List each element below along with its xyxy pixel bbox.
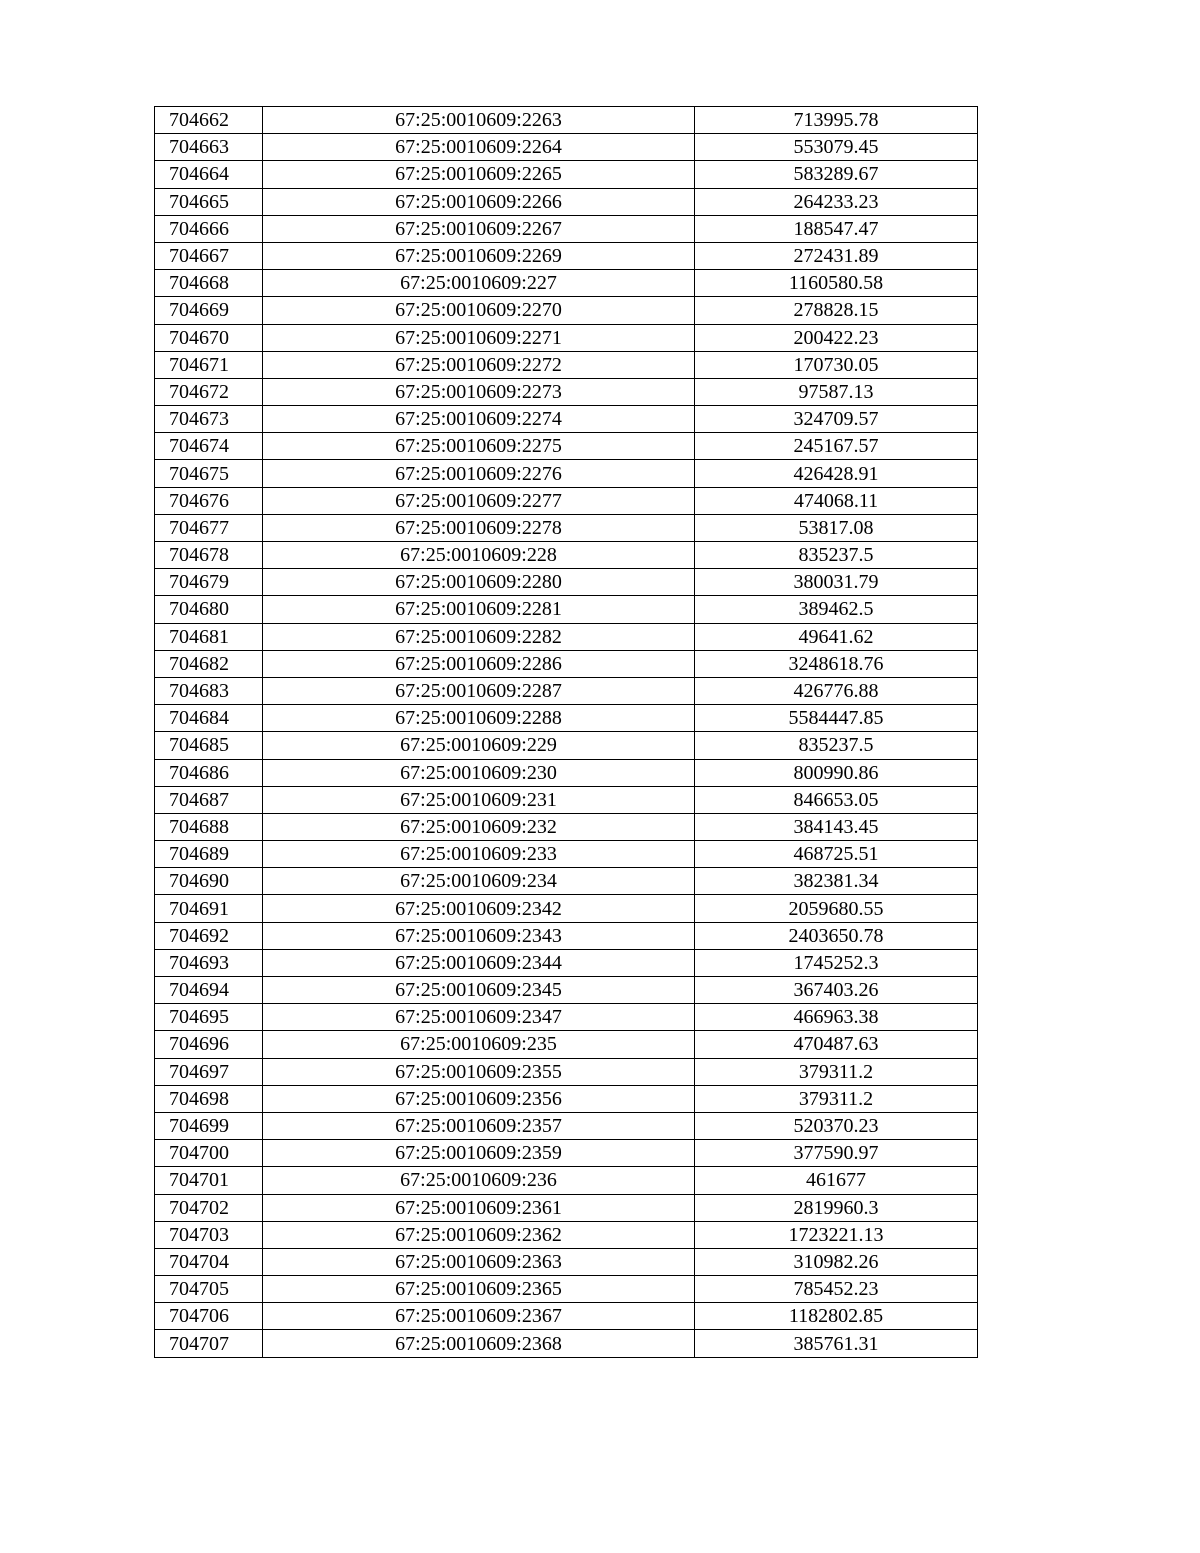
row-number-cell: 704697 <box>155 1058 263 1085</box>
row-number-cell: 704704 <box>155 1248 263 1275</box>
row-number-cell: 704692 <box>155 922 263 949</box>
cadastral-number-cell: 67:25:0010609:227 <box>263 270 695 297</box>
row-number-cell: 704668 <box>155 270 263 297</box>
row-number-cell: 704688 <box>155 813 263 840</box>
cadastral-value-cell: 310982.26 <box>695 1248 978 1275</box>
table-row <box>155 1085 978 1112</box>
cadastral-value-cell: 3248618.76 <box>695 650 978 677</box>
row-number-cell: 704690 <box>155 868 263 895</box>
row-number-cell: 704696 <box>155 1031 263 1058</box>
cadastral-number-cell: 67:25:0010609:231 <box>263 786 695 813</box>
cadastral-value-cell: 379311.2 <box>695 1085 978 1112</box>
cadastral-number-cell: 67:25:0010609:2264 <box>263 134 695 161</box>
row-number-cell: 704698 <box>155 1085 263 1112</box>
row-number-cell: 704669 <box>155 297 263 324</box>
row-number-cell: 704693 <box>155 949 263 976</box>
cadastral-number-cell: 67:25:0010609:2342 <box>263 895 695 922</box>
cadastral-value-cell: 474068.11 <box>695 487 978 514</box>
table-row <box>155 1031 978 1058</box>
cadastral-value-cell: 97587.13 <box>695 378 978 405</box>
row-number-cell: 704675 <box>155 460 263 487</box>
cadastral-number-cell: 67:25:0010609:2362 <box>263 1221 695 1248</box>
row-number-cell: 704678 <box>155 542 263 569</box>
table-row <box>155 134 978 161</box>
cadastral-number-cell: 67:25:0010609:2356 <box>263 1085 695 1112</box>
cadastral-number-cell: 67:25:0010609:2266 <box>263 188 695 215</box>
row-number-cell: 704680 <box>155 596 263 623</box>
cadastral-value-cell: 367403.26 <box>695 977 978 1004</box>
cadastral-value-cell: 553079.45 <box>695 134 978 161</box>
row-number-cell: 704686 <box>155 759 263 786</box>
table-row <box>155 1004 978 1031</box>
cadastral-value-cell: 1745252.3 <box>695 949 978 976</box>
table-row <box>155 188 978 215</box>
row-number-cell: 704684 <box>155 705 263 732</box>
cadastral-number-cell: 67:25:0010609:2288 <box>263 705 695 732</box>
row-number-cell: 704699 <box>155 1112 263 1139</box>
table-row <box>155 161 978 188</box>
cadastral-number-cell: 67:25:0010609:2343 <box>263 922 695 949</box>
cadastral-value-cell: 426776.88 <box>695 677 978 704</box>
row-number-cell: 704706 <box>155 1303 263 1330</box>
row-number-cell: 704667 <box>155 242 263 269</box>
row-number-cell: 704676 <box>155 487 263 514</box>
cadastral-number-cell: 67:25:0010609:2274 <box>263 406 695 433</box>
cadastral-value-cell: 278828.15 <box>695 297 978 324</box>
table-row <box>155 759 978 786</box>
table-row <box>155 1221 978 1248</box>
cadastral-value-cell: 188547.47 <box>695 215 978 242</box>
cadastral-value-cell: 785452.23 <box>695 1276 978 1303</box>
row-number-cell: 704664 <box>155 161 263 188</box>
row-number-cell: 704700 <box>155 1140 263 1167</box>
cadastral-number-cell: 67:25:0010609:232 <box>263 813 695 840</box>
table-row <box>155 215 978 242</box>
cadastral-number-cell: 67:25:0010609:230 <box>263 759 695 786</box>
table-row <box>155 977 978 1004</box>
cadastral-value-cell: 583289.67 <box>695 161 978 188</box>
row-number-cell: 704663 <box>155 134 263 161</box>
table-row <box>155 242 978 269</box>
table-row <box>155 569 978 596</box>
cadastral-number-cell: 67:25:0010609:2368 <box>263 1330 695 1357</box>
row-number-cell: 704665 <box>155 188 263 215</box>
row-number-cell: 704682 <box>155 650 263 677</box>
row-number-cell: 704670 <box>155 324 263 351</box>
cadastral-number-cell: 67:25:0010609:233 <box>263 841 695 868</box>
cadastral-number-cell: 67:25:0010609:2361 <box>263 1194 695 1221</box>
cadastral-number-cell: 67:25:0010609:2273 <box>263 378 695 405</box>
cadastral-number-cell: 67:25:0010609:2275 <box>263 433 695 460</box>
table-body <box>155 107 978 1358</box>
cadastral-number-cell: 67:25:0010609:2287 <box>263 677 695 704</box>
row-number-cell: 704701 <box>155 1167 263 1194</box>
cadastral-value-cell: 466963.38 <box>695 1004 978 1031</box>
table-row <box>155 1167 978 1194</box>
cadastral-value-cell: 382381.34 <box>695 868 978 895</box>
cadastral-value-cell: 461677 <box>695 1167 978 1194</box>
cadastral-number-cell: 67:25:0010609:236 <box>263 1167 695 1194</box>
cadastral-number-cell: 67:25:0010609:234 <box>263 868 695 895</box>
table-row <box>155 1140 978 1167</box>
cadastral-value-cell: 1182802.85 <box>695 1303 978 1330</box>
table-row <box>155 895 978 922</box>
table-row <box>155 487 978 514</box>
cadastral-number-cell: 67:25:0010609:2272 <box>263 351 695 378</box>
cadastral-number-cell: 67:25:0010609:228 <box>263 542 695 569</box>
cadastral-value-cell: 264233.23 <box>695 188 978 215</box>
cadastral-number-cell: 67:25:0010609:2286 <box>263 650 695 677</box>
table-row <box>155 868 978 895</box>
cadastral-value-cell: 384143.45 <box>695 813 978 840</box>
cadastral-value-cell: 245167.57 <box>695 433 978 460</box>
table-row <box>155 623 978 650</box>
row-number-cell: 704683 <box>155 677 263 704</box>
cadastral-number-cell: 67:25:0010609:2365 <box>263 1276 695 1303</box>
row-number-cell: 704673 <box>155 406 263 433</box>
cadastral-value-cell: 713995.78 <box>695 107 978 134</box>
table-row <box>155 922 978 949</box>
cadastral-value-cell: 470487.63 <box>695 1031 978 1058</box>
table-row <box>155 1058 978 1085</box>
table-row <box>155 351 978 378</box>
cadastral-value-cell: 324709.57 <box>695 406 978 433</box>
cadastral-number-cell: 67:25:0010609:2344 <box>263 949 695 976</box>
cadastral-value-cell: 468725.51 <box>695 841 978 868</box>
cadastral-number-cell: 67:25:0010609:2265 <box>263 161 695 188</box>
cadastral-value-cell: 520370.23 <box>695 1112 978 1139</box>
cadastral-number-cell: 67:25:0010609:235 <box>263 1031 695 1058</box>
row-number-cell: 704679 <box>155 569 263 596</box>
table-row <box>155 677 978 704</box>
cadastral-value-cell: 2819960.3 <box>695 1194 978 1221</box>
row-number-cell: 704689 <box>155 841 263 868</box>
cadastral-number-cell: 67:25:0010609:2271 <box>263 324 695 351</box>
row-number-cell: 704705 <box>155 1276 263 1303</box>
cadastral-value-cell: 49641.62 <box>695 623 978 650</box>
table-row <box>155 297 978 324</box>
cadastral-value-cell: 846653.05 <box>695 786 978 813</box>
cadastral-value-cell: 1160580.58 <box>695 270 978 297</box>
cadastral-value-cell: 385761.31 <box>695 1330 978 1357</box>
cadastral-number-cell: 67:25:0010609:2363 <box>263 1248 695 1275</box>
table-row <box>155 324 978 351</box>
cadastral-number-cell: 67:25:0010609:2357 <box>263 1112 695 1139</box>
cadastral-number-cell: 67:25:0010609:229 <box>263 732 695 759</box>
table-row <box>155 732 978 759</box>
table-row <box>155 596 978 623</box>
table-row <box>155 107 978 134</box>
row-number-cell: 704695 <box>155 1004 263 1031</box>
row-number-cell: 704674 <box>155 433 263 460</box>
cadastral-value-cell: 1723221.13 <box>695 1221 978 1248</box>
table-row <box>155 460 978 487</box>
cadastral-number-cell: 67:25:0010609:2278 <box>263 514 695 541</box>
cadastral-value-cell: 377590.97 <box>695 1140 978 1167</box>
table-row <box>155 1112 978 1139</box>
row-number-cell: 704677 <box>155 514 263 541</box>
table-row <box>155 813 978 840</box>
cadastral-value-cell: 272431.89 <box>695 242 978 269</box>
table-row <box>155 433 978 460</box>
row-number-cell: 704703 <box>155 1221 263 1248</box>
cadastral-value-cell: 389462.5 <box>695 596 978 623</box>
row-number-cell: 704671 <box>155 351 263 378</box>
cadastral-value-cell: 835237.5 <box>695 542 978 569</box>
row-number-cell: 704662 <box>155 107 263 134</box>
row-number-cell: 704702 <box>155 1194 263 1221</box>
table-row <box>155 705 978 732</box>
row-number-cell: 704685 <box>155 732 263 759</box>
row-number-cell: 704672 <box>155 378 263 405</box>
table-row <box>155 270 978 297</box>
cadastral-value-cell: 2059680.55 <box>695 895 978 922</box>
row-number-cell: 704694 <box>155 977 263 1004</box>
table-row <box>155 406 978 433</box>
cadastral-number-cell: 67:25:0010609:2367 <box>263 1303 695 1330</box>
table-row <box>155 514 978 541</box>
cadastral-number-cell: 67:25:0010609:2270 <box>263 297 695 324</box>
cadastral-value-cell: 5584447.85 <box>695 705 978 732</box>
table-row <box>155 1194 978 1221</box>
table-row <box>155 786 978 813</box>
table-row <box>155 542 978 569</box>
cadastral-value-cell: 835237.5 <box>695 732 978 759</box>
cadastral-value-cell: 2403650.78 <box>695 922 978 949</box>
cadastral-number-cell: 67:25:0010609:2267 <box>263 215 695 242</box>
table-row <box>155 378 978 405</box>
table-row <box>155 1303 978 1330</box>
cadastral-value-cell: 379311.2 <box>695 1058 978 1085</box>
cadastral-value-cell: 426428.91 <box>695 460 978 487</box>
table-row <box>155 1330 978 1357</box>
cadastral-number-cell: 67:25:0010609:2276 <box>263 460 695 487</box>
table-row <box>155 949 978 976</box>
cadastral-number-cell: 67:25:0010609:2280 <box>263 569 695 596</box>
table-row <box>155 1276 978 1303</box>
row-number-cell: 704707 <box>155 1330 263 1357</box>
cadastral-value-cell: 170730.05 <box>695 351 978 378</box>
cadastral-value-cell: 380031.79 <box>695 569 978 596</box>
cadastral-number-cell: 67:25:0010609:2263 <box>263 107 695 134</box>
table-row <box>155 841 978 868</box>
row-number-cell: 704681 <box>155 623 263 650</box>
cadastral-value-table <box>154 106 978 1358</box>
cadastral-number-cell: 67:25:0010609:2281 <box>263 596 695 623</box>
cadastral-number-cell: 67:25:0010609:2269 <box>263 242 695 269</box>
table-row <box>155 1248 978 1275</box>
cadastral-number-cell: 67:25:0010609:2359 <box>263 1140 695 1167</box>
cadastral-number-cell: 67:25:0010609:2355 <box>263 1058 695 1085</box>
row-number-cell: 704687 <box>155 786 263 813</box>
cadastral-number-cell: 67:25:0010609:2282 <box>263 623 695 650</box>
cadastral-value-cell: 53817.08 <box>695 514 978 541</box>
cadastral-number-cell: 67:25:0010609:2277 <box>263 487 695 514</box>
cadastral-value-cell: 200422.23 <box>695 324 978 351</box>
cadastral-number-cell: 67:25:0010609:2345 <box>263 977 695 1004</box>
cadastral-value-cell: 800990.86 <box>695 759 978 786</box>
row-number-cell: 704666 <box>155 215 263 242</box>
row-number-cell: 704691 <box>155 895 263 922</box>
cadastral-number-cell: 67:25:0010609:2347 <box>263 1004 695 1031</box>
table-row <box>155 650 978 677</box>
